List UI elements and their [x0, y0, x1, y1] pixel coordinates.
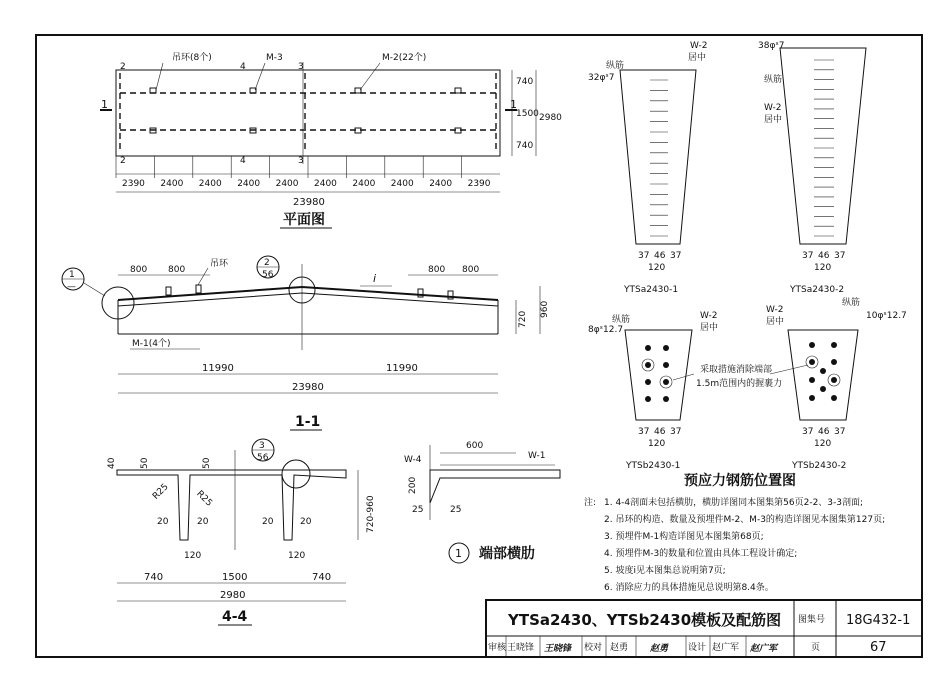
tb-atlas-label: 图集号	[798, 615, 826, 625]
plan-m3-tag: M-3	[266, 53, 283, 63]
section-profile	[117, 470, 346, 540]
plan-dim-5: 2400	[275, 179, 299, 189]
rib-w4: W-4	[404, 455, 422, 465]
m1-tag: M-1(4个)	[132, 339, 171, 349]
a2-dim-37b: 37	[834, 251, 846, 261]
plan-view	[100, 51, 562, 228]
tb-check-label: 校对	[584, 643, 603, 653]
title-block	[486, 600, 922, 657]
tb-design-label: 设计	[688, 643, 707, 653]
section-dim-740-2: 740	[312, 572, 332, 583]
elev-half-dim-2: 11990	[386, 363, 418, 374]
notes-prefix: 注:	[584, 498, 597, 508]
b1-rebar: 纵筋	[612, 315, 631, 325]
tendon-a2-outline	[780, 48, 866, 244]
a2-strands: 38φˢ7	[758, 41, 785, 51]
m2-leader	[360, 63, 380, 90]
plan-dim-8: 2400	[390, 179, 414, 189]
plan-right-dim-1: 740	[516, 77, 534, 87]
plan-outline	[116, 70, 500, 156]
rib-25b: 25	[450, 505, 462, 515]
note-6: 6. 消除应力的具体措施见总说明第8.4条。	[604, 583, 774, 593]
callout3-ring	[282, 460, 310, 488]
section-title: 4-4	[222, 609, 248, 625]
elev-height-720: 720	[518, 310, 528, 328]
sec1-label-right: 1	[510, 98, 517, 111]
detail-num: 1	[455, 547, 462, 560]
a2-strand-rows	[814, 60, 834, 236]
a1-label: YTSa2430-1	[624, 285, 679, 295]
b1-dim-37a: 37	[638, 427, 650, 437]
dim-120-right: 120	[288, 551, 306, 561]
a2-center: 居中	[764, 115, 783, 125]
b2-dim-46: 46	[818, 427, 830, 437]
a2-total: 120	[814, 263, 832, 273]
callout1-ref: —	[67, 282, 76, 292]
callout1-num: 1	[69, 270, 75, 280]
a2-dim-46: 46	[818, 251, 830, 261]
rib-200: 200	[408, 476, 418, 494]
a1-rebar: 纵筋	[606, 61, 625, 71]
tb-designer: 赵广军	[712, 643, 740, 653]
sec3-label-top: 3	[298, 62, 304, 72]
tb-title: YTSa2430、YTSb2430模板及配筋图	[508, 611, 782, 629]
plan-m2-tag: M-2(22个)	[382, 53, 427, 63]
plan-ring-tag: 吊环(8个)	[172, 53, 212, 63]
tendon-b1-outline	[625, 330, 692, 420]
dim-50-left: 50	[140, 457, 150, 469]
b2-strands-label: 10φˢ12.7	[866, 311, 907, 321]
bond-leader-a	[673, 374, 694, 380]
elev-dim-800-3: 800	[428, 265, 446, 275]
sec2-label-top: 2	[120, 62, 126, 72]
plan-dim-6: 2400	[314, 179, 337, 189]
a2-w2: W-2	[764, 103, 782, 113]
b1-total: 120	[648, 439, 666, 449]
bond-note-a: 采取措施消除端部	[700, 365, 773, 375]
plan-right-dim-3: 740	[516, 141, 534, 151]
plan-dim-1: 2390	[122, 179, 145, 189]
b1-w2: W-2	[700, 311, 718, 321]
elev-title: 1-1	[295, 414, 321, 430]
tb-checker-sig: 赵勇	[650, 644, 669, 654]
bond-note-b: 1.5m范围内的握裹力	[696, 379, 783, 389]
elev-half-dim-1: 11990	[202, 363, 234, 374]
b2-label: YTSb2430-2	[792, 461, 847, 471]
elev-dim-800-4: 800	[462, 265, 480, 275]
section-height: 720-960	[366, 495, 376, 533]
plan-dim-7: 2400	[352, 179, 376, 189]
notes	[584, 496, 885, 593]
dim-50-right: 50	[202, 457, 212, 469]
callout2-ref: 56	[262, 270, 274, 280]
elev-ring-tag: 吊环	[210, 259, 229, 269]
callout3-ref: 56	[257, 453, 269, 463]
plan-dim-10: 2390	[467, 179, 491, 189]
tendon-b2	[766, 296, 907, 471]
sec4-label-bottom: 4	[240, 156, 246, 166]
a1-strand-rows	[650, 80, 668, 236]
callout3-num: 3	[259, 441, 265, 451]
plan-title: 平面图	[283, 212, 325, 228]
plan-dim-3: 2400	[198, 179, 222, 189]
tendon-b1	[588, 311, 718, 471]
b1-dim-46: 46	[654, 427, 666, 437]
note-2: 2. 吊环的构造、数量及预埋件M-2、M-3的构造详图见本图集第127页;	[604, 515, 886, 525]
tb-page-no: 67	[870, 640, 887, 655]
elev-dim-800-2: 800	[168, 265, 186, 275]
tendon-a2	[758, 41, 866, 295]
note-4: 4. 预埋件M-3的数量和位置由具体工程设计确定;	[604, 549, 798, 559]
tendon-title: 预应力钢筋位置图	[684, 473, 796, 489]
plan-width-dim: 2980	[539, 113, 562, 123]
a2-label: YTSa2430-2	[790, 285, 845, 295]
elev-height-960: 960	[540, 300, 550, 318]
dim-120-left: 120	[184, 551, 202, 561]
a2-dim-37a: 37	[802, 251, 814, 261]
note-3: 3. 预埋件M-1构造详图见本图集第68页;	[604, 532, 764, 542]
b1-dim-37b: 37	[670, 427, 682, 437]
a1-dim-46: 46	[654, 251, 666, 261]
rib-25a: 25	[412, 505, 424, 515]
bond-leader-b	[770, 365, 808, 374]
tb-review-label: 审核	[488, 643, 507, 653]
m3-leader	[255, 63, 265, 90]
b2-dim-37a: 37	[802, 427, 814, 437]
dim-20-4: 20	[300, 517, 312, 527]
slope-label: i	[373, 272, 377, 285]
a1-w2: W-2	[690, 41, 708, 51]
tb-page-label: 页	[811, 643, 821, 653]
a1-center: 居中	[688, 53, 707, 63]
elev-inner-line	[118, 293, 498, 306]
tendon-a1-outline	[620, 70, 696, 244]
b1-strands-label: 8φˢ12.7	[588, 325, 624, 335]
section-4-4	[107, 439, 376, 625]
plan-right-dim-2: 1500	[516, 109, 539, 119]
tb-reviewer: 王晓锋	[507, 643, 535, 653]
callout1-leader	[84, 283, 105, 296]
detail-title: 端部横肋	[479, 546, 535, 562]
b1-strands	[642, 345, 672, 402]
dim-r25-left: R25	[151, 482, 171, 502]
dim-20-3: 20	[262, 517, 274, 527]
sec1-label-left: 1	[101, 98, 108, 111]
section-dim-1500: 1500	[222, 572, 248, 583]
dim-20-2: 20	[197, 517, 209, 527]
b1-label: YTSb2430-1	[626, 461, 681, 471]
a1-strands: 32φˢ7	[588, 73, 615, 83]
tendon-a1	[588, 41, 708, 295]
b2-w2: W-2	[766, 305, 784, 315]
elevation-1-1	[62, 256, 550, 430]
section-dim-740-1: 740	[144, 572, 164, 583]
dim-r25-right: R25	[194, 489, 214, 509]
rib-outline	[430, 470, 560, 503]
ring-leader	[156, 63, 163, 90]
b2-rebar: 纵筋	[842, 298, 861, 308]
tb-reviewer-sig: 王晓锋	[544, 644, 572, 654]
b2-dim-37b: 37	[834, 427, 846, 437]
a1-total: 120	[648, 263, 666, 273]
a1-dim-37a: 37	[638, 251, 650, 261]
plan-dim-9: 2400	[429, 179, 453, 189]
elev-dim-800-1: 800	[130, 265, 148, 275]
b2-total: 120	[814, 439, 832, 449]
dim-20-1: 20	[157, 517, 169, 527]
a2-rebar: 纵筋	[764, 75, 783, 85]
tb-designer-sig: 赵广军	[750, 644, 778, 654]
a1-dim-37b: 37	[670, 251, 682, 261]
plan-dim-2: 2400	[160, 179, 184, 189]
tb-atlas-no: 18G432-1	[846, 613, 911, 628]
rib-w1: W-1	[528, 451, 546, 461]
callout2-num: 2	[264, 258, 270, 268]
b1-center: 居中	[700, 323, 719, 333]
sec3-label-bottom: 3	[298, 156, 304, 166]
section-total: 2980	[220, 590, 246, 601]
elev-total-dim: 23980	[292, 382, 324, 393]
b2-center: 居中	[766, 317, 785, 327]
sec4-label-top: 4	[240, 62, 246, 72]
elev-ring-leader	[198, 268, 208, 285]
elev-ring-2	[196, 285, 201, 293]
note-1: 1. 4-4剖面未包括横肋，横肋详图同本图集第56页2-2、3-3剖面;	[604, 498, 864, 508]
elev-ring-1	[166, 287, 171, 295]
b2-strands	[806, 342, 840, 401]
note-5: 5. 坡度i见本图集总说明第7页;	[604, 566, 726, 576]
plan-dim-4: 2400	[237, 179, 261, 189]
tb-checker: 赵勇	[610, 643, 629, 653]
sec2-label-bottom: 2	[120, 156, 126, 166]
tendon-b2-outline	[788, 330, 858, 420]
rib-600: 600	[466, 441, 484, 451]
plan-total-dim: 23980	[293, 197, 325, 208]
dim-40: 40	[107, 457, 117, 469]
end-rib-detail	[404, 441, 560, 563]
